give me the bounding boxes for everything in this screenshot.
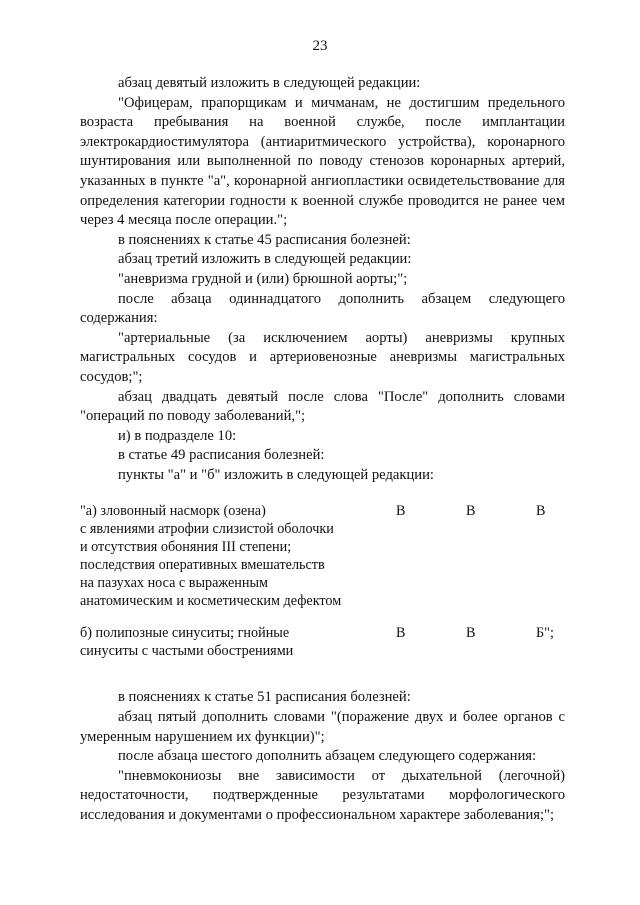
table-cell-category: В [466, 625, 476, 642]
table-cell-category: В [396, 503, 406, 520]
paragraph: после абзаца одиннадцатого дополнить абзацем следующего содержания: [80, 290, 565, 327]
table-line: анатомическим и косметическим дефектом [80, 593, 342, 610]
paragraphs-after-table [80, 688, 565, 825]
table-line: последствия оперативных вмешательств [80, 557, 325, 574]
table-cell-description [80, 502, 388, 610]
paragraph: в пояснениях к статье 51 расписания болезней: [118, 689, 411, 706]
disease-table [80, 502, 565, 660]
page-number: 23 [312, 38, 328, 54]
table-cell-category: Б"; [536, 625, 554, 642]
paragraph: в статье 49 расписания болезней: [118, 447, 325, 464]
paragraph: после абзаца шестого дополнить абзацем следующего содержания: [118, 748, 537, 765]
paragraph: пункты "а" и "б" изложить в следующей редакции: [118, 466, 434, 483]
paragraph: "Офицерам, прапорщикам и мичманам, не достигшим предельного возраста пребывания на военной службе, после имплантации электрокардиостимулятора (антиаритмического устройства), коронарного шунтирования или выполненной по поводу стенозов коронарных артерий, указанных в пункте "а", коронарной ангиопластики освидетельствование для определения категории годности к военной службе проводится не ранее чем через 4 месяца после операции."; [80, 94, 565, 229]
table-line: "а) зловонный насморк (озена) [80, 503, 266, 520]
paragraph: "аневризма грудной и (или) брюшной аорты;"; [118, 270, 408, 287]
table-line: с явлениями атрофии слизистой оболочки [80, 521, 334, 538]
table-cell-description [80, 624, 388, 660]
paragraph: в пояснениях к статье 45 расписания болезней: [118, 231, 411, 248]
table-cell-category: В [466, 503, 476, 520]
document-body [80, 74, 565, 826]
paragraph: и) в подразделе 10: [118, 427, 237, 444]
table-cell-category: В [396, 625, 406, 642]
table-line: и отсутствия обоняния III степени; [80, 539, 292, 556]
table-line: синуситы с частыми обострениями [80, 643, 294, 660]
table-line: б) полипозные синуситы; гнойные [80, 625, 290, 642]
paragraph: абзац двадцать девятый после слова "После" дополнить словами "операций по поводу заболеваний,"; [80, 388, 565, 425]
table-line: на пазухах носа с выраженным [80, 575, 268, 592]
paragraph: "пневмокониозы вне зависимости от дыхательной (легочной) недостаточности, подтвержденные результатами морфологического исследования и документами о профессиональном характере заболевания;"; [80, 767, 565, 824]
paragraph: абзац третий изложить в следующей редакции: [118, 251, 412, 268]
paragraph: абзац пятый дополнить словами "(поражение двух и более органов с умеренным нарушением их функции)"; [80, 709, 565, 745]
paragraph: "артериальные (за исключением аорты) аневризмы крупных магистральных сосудов и артериовенозные аневризмы магистральных сосудов;"; [80, 329, 565, 385]
table-cell-category: В [536, 503, 546, 520]
paragraph: абзац девятый изложить в следующей редакции: [118, 75, 421, 91]
